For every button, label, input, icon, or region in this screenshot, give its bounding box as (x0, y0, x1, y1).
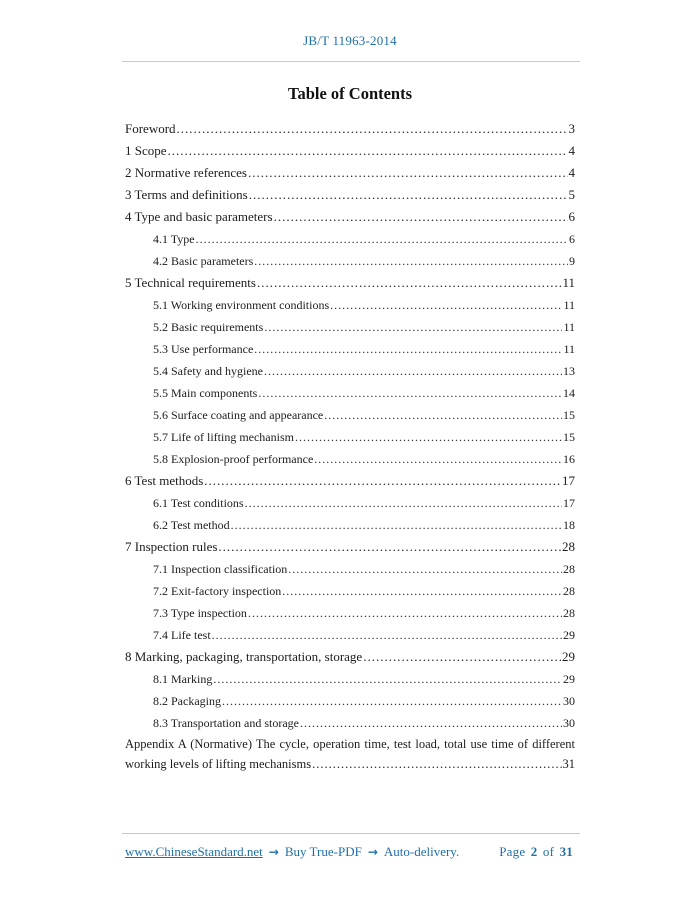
toc-entry (125, 162, 575, 184)
toc-entry-page: 5 (568, 187, 575, 202)
dot-leader (222, 690, 562, 712)
toc-entry (125, 316, 575, 338)
footer-branding (125, 844, 459, 860)
toc-entry-page: 11 (563, 298, 575, 312)
dot-leader (264, 316, 562, 338)
dot-leader (257, 272, 562, 294)
toc-entry (125, 668, 575, 690)
toc-entry-page: 30 (563, 694, 575, 708)
toc-entry (125, 140, 575, 162)
toc-entry (125, 580, 575, 602)
arrow-right-icon: → (367, 845, 378, 859)
toc-entry (125, 448, 575, 470)
toc-entry-label: 7.4 Life test (153, 628, 211, 642)
toc-entry-label: 6 Test methods (125, 473, 204, 488)
page-title: Table of Contents (287, 84, 413, 103)
dot-leader (324, 404, 562, 426)
toc-entry-label: 6.1 Test conditions (153, 496, 244, 510)
dot-leader (254, 338, 562, 360)
arrow-right-icon: → (268, 845, 279, 859)
toc-entry-label: 5.2 Basic requirements (153, 320, 264, 334)
toc-entry-label: 5.1 Working environment conditions (153, 298, 330, 312)
toc-entry-page: 16 (563, 452, 575, 466)
dot-leader (295, 426, 562, 448)
toc-entry-page: 11 (562, 275, 575, 290)
dot-leader (177, 118, 568, 140)
toc-entry (125, 382, 575, 404)
dot-leader (264, 360, 562, 382)
toc-entry-page: 18 (563, 518, 575, 532)
toc-entry-page: 17 (562, 473, 575, 488)
toc-entry-page: 11 (563, 320, 575, 334)
toc-entry-page: 6 (568, 209, 575, 224)
dot-leader (288, 558, 562, 580)
toc-entry-label: 5.7 Life of lifting mechanism (153, 430, 294, 444)
toc-entry (125, 690, 575, 712)
dot-leader (248, 162, 568, 184)
toc-entry-label: 7.2 Exit-factory inspection (153, 584, 282, 598)
toc-entry-page: 28 (563, 606, 575, 620)
header-divider (122, 61, 580, 62)
toc-entry-page: 3 (568, 121, 575, 136)
toc-entry-label: 8.3 Transportation and storage (153, 716, 299, 730)
toc-entry (125, 712, 575, 734)
dot-leader (330, 294, 562, 316)
toc-entry (125, 536, 575, 558)
dot-leader (213, 668, 562, 690)
toc-entry-label: 4.2 Basic parameters (153, 254, 254, 268)
dot-leader (282, 580, 562, 602)
dot-leader (196, 228, 568, 250)
toc-entry-page: 4 (568, 165, 575, 180)
toc-entry (125, 228, 575, 250)
dot-leader (249, 184, 568, 206)
dot-leader (168, 140, 568, 162)
toc-entry-label: 8.2 Packaging (153, 694, 221, 708)
toc-entry-label: 5 Technical requirements (125, 275, 256, 290)
toc-entry-label: 8.1 Marking (153, 672, 213, 686)
toc-entry (125, 734, 575, 754)
toc-entry-label: 2 Normative references (125, 165, 247, 180)
toc-entry-page: 28 (562, 539, 575, 554)
toc-entry (125, 624, 575, 646)
standard-number: JB/T 11963-2014 (303, 33, 397, 48)
toc-entry-label: 4 Type and basic parameters (125, 209, 273, 224)
footer-buy-text: Buy True-PDF (284, 844, 362, 859)
toc-entry-label: 7 Inspection rules (125, 539, 218, 554)
dot-leader (212, 624, 562, 646)
website-link[interactable]: www.ChineseStandard.net (125, 844, 263, 859)
toc-entry (125, 206, 575, 228)
toc-entry-page: 17 (563, 496, 575, 510)
dot-leader (363, 646, 561, 668)
toc-entry-label: 5.8 Explosion-proof performance (153, 452, 314, 466)
toc-entry-page: 31 (562, 757, 575, 771)
toc-entry-page: 13 (563, 364, 575, 378)
toc-entry-label: 4.1 Type (153, 232, 195, 246)
toc-entry-page: 11 (563, 342, 575, 356)
toc-entry (125, 118, 575, 140)
toc-entry (125, 272, 575, 294)
dot-leader (218, 536, 561, 558)
toc-entry (125, 184, 575, 206)
toc-entry-page: 4 (568, 143, 575, 158)
page-word: Page (499, 844, 526, 859)
toc-entry (125, 514, 575, 536)
toc-entry-label: 1 Scope (125, 143, 167, 158)
toc-entry-label: Appendix A (Normative) The cycle, operation time, test load, total use time of different (125, 737, 575, 751)
table-of-contents (125, 118, 575, 774)
toc-entry (125, 492, 575, 514)
toc-entry-label: 5.5 Main components (153, 386, 258, 400)
toc-entry (125, 426, 575, 448)
toc-entry (125, 558, 575, 580)
footer-divider (122, 833, 580, 834)
toc-entry-label: 5.3 Use performance (153, 342, 254, 356)
toc-entry-label: 8 Marking, packaging, transportation, storage (125, 649, 363, 664)
toc-entry-label: 7.3 Type inspection (153, 606, 247, 620)
dot-leader (274, 206, 568, 228)
toc-entry-page: 9 (569, 254, 575, 268)
footer-delivery-text: Auto-delivery. (383, 844, 460, 859)
toc-entry-label: working levels of lifting mechanisms (125, 757, 312, 771)
toc-entry-label: 5.4 Safety and hygiene (153, 364, 263, 378)
dot-leader (231, 514, 562, 536)
toc-entry-label: 7.1 Inspection classification (153, 562, 288, 576)
page-indicator (499, 844, 575, 860)
dot-leader (204, 470, 561, 492)
toc-entry-page: 30 (563, 716, 575, 730)
toc-entry (125, 250, 575, 272)
toc-entry (125, 404, 575, 426)
dot-leader (258, 382, 562, 404)
toc-entry (125, 754, 575, 774)
dot-leader (254, 250, 568, 272)
toc-entry-label: 6.2 Test method (153, 518, 230, 532)
toc-entry-page: 6 (569, 232, 575, 246)
dot-leader (312, 754, 561, 774)
of-word: of (542, 844, 555, 859)
toc-entry-page: 29 (563, 672, 575, 686)
dot-leader (248, 602, 562, 624)
toc-entry-page: 15 (563, 408, 575, 422)
total-page-number: 31 (559, 844, 573, 859)
dot-leader (314, 448, 562, 470)
toc-entry (125, 294, 575, 316)
dot-leader (300, 712, 562, 734)
toc-entry-label: Foreword (125, 121, 176, 136)
page-footer (125, 844, 575, 860)
current-page-number: 2 (530, 844, 538, 859)
toc-entry-page: 28 (563, 584, 575, 598)
toc-entry (125, 602, 575, 624)
toc-entry-page: 29 (562, 649, 575, 664)
toc-entry-label: 3 Terms and definitions (125, 187, 248, 202)
toc-entry (125, 338, 575, 360)
toc-entry (125, 470, 575, 492)
toc-entry-page: 29 (563, 628, 575, 642)
toc-entry-page: 28 (563, 562, 575, 576)
toc-entry-label: 5.6 Surface coating and appearance (153, 408, 324, 422)
toc-entry (125, 360, 575, 382)
toc-entry-page: 15 (563, 430, 575, 444)
dot-leader (245, 492, 562, 514)
toc-entry (125, 646, 575, 668)
toc-entry-page: 14 (563, 386, 575, 400)
